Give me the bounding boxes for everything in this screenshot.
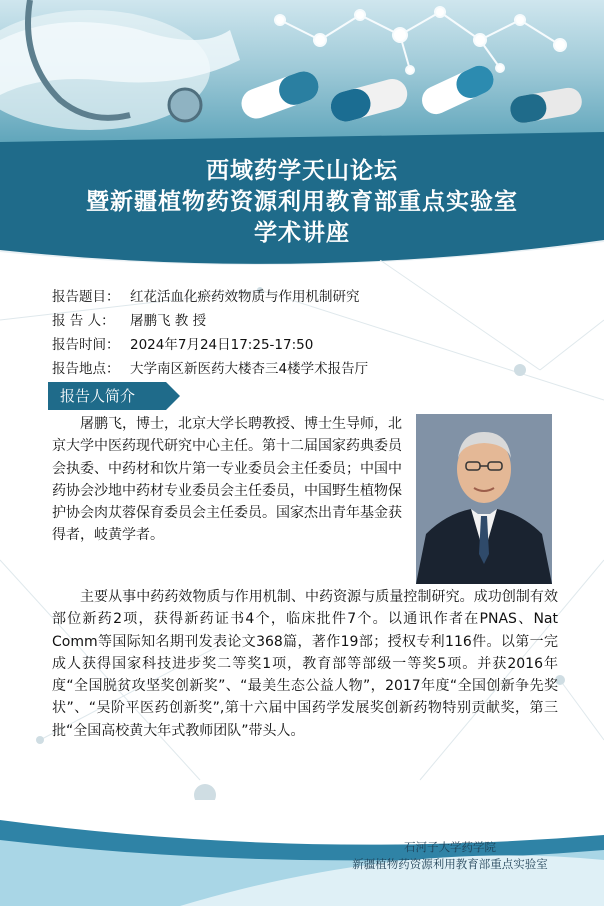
bio-paragraph-1: 屠鹏飞，博士，北京大学长聘教授、博士生导师，北京大学中医药现代研究中心主任。第十二届国家药典委员会执委、中药材和饮片第一专业委员会主任委员；中国中药协会沙地中药材专业委员会主任委员，中国野生植物保护协会肉苁蓉保育委员会主任委员。国家杰出青年基金获得者，岐黄学者。 <box>52 416 402 544</box>
time-label: 报告时间： <box>52 337 120 353</box>
place-label: 报告地点： <box>52 361 120 377</box>
place-value: 大学南区新医药大楼杏三4楼学术报告厅 <box>130 361 369 377</box>
title-line-2: 暨新疆植物药资源利用教育部重点实验室 <box>86 189 518 215</box>
place-row <box>52 357 572 381</box>
speaker-bio-research <box>52 586 558 742</box>
topic-label: 报告题目： <box>52 289 120 305</box>
time-value: 2024年7月24日17:25-17:50 <box>130 337 314 353</box>
pharmacy-illustration <box>0 0 604 150</box>
lecture-details <box>52 285 572 381</box>
organizer-block <box>330 839 570 873</box>
speaker-bio-intro <box>52 413 410 547</box>
time-row <box>52 333 572 357</box>
speaker-value: 屠鹏飞 教 授 <box>130 313 207 329</box>
speaker-portrait <box>416 414 552 584</box>
page-title <box>0 156 604 249</box>
organizer-school: 石河子大学药学院 <box>404 840 496 854</box>
bio-paragraph-2: 主要从事中药药效物质与作用机制、中药资源与质量控制研究。成功创制有效部位新药2项，获得新药证书4个，临床批件7个。以通讯作者在PNAS、Nat Comm等国际知名期刊发表论文368篇，著作19部；授权专利116件。以第一完成人获得国家科技进步奖二等奖1项，教育部等部级一等奖5项。并获2016年度“全国脱贫攻坚奖创新奖”、“最美生态公益人物”，2017年度“全国创新争先奖状”、“吴阶平医药创新奖”,第十六届中国药学发展奖创新药物特别贡献奖，第三批“全国高校黄大年式教师团队”带头人。 <box>52 589 558 739</box>
title-line-1: 西域药学天山论坛 <box>206 158 398 184</box>
organizer-lab: 新疆植物药资源利用教育部重点实验室 <box>352 857 548 871</box>
speaker-profile-heading: 报告人简介 <box>48 382 166 410</box>
topic-row <box>52 285 572 309</box>
speaker-label: 报 告 人： <box>52 313 115 329</box>
title-line-3: 学术讲座 <box>254 220 350 246</box>
header-image <box>0 0 604 150</box>
topic-value: 红花活血化瘀药效物质与作用机制研究 <box>130 289 360 305</box>
speaker-row <box>52 309 572 333</box>
